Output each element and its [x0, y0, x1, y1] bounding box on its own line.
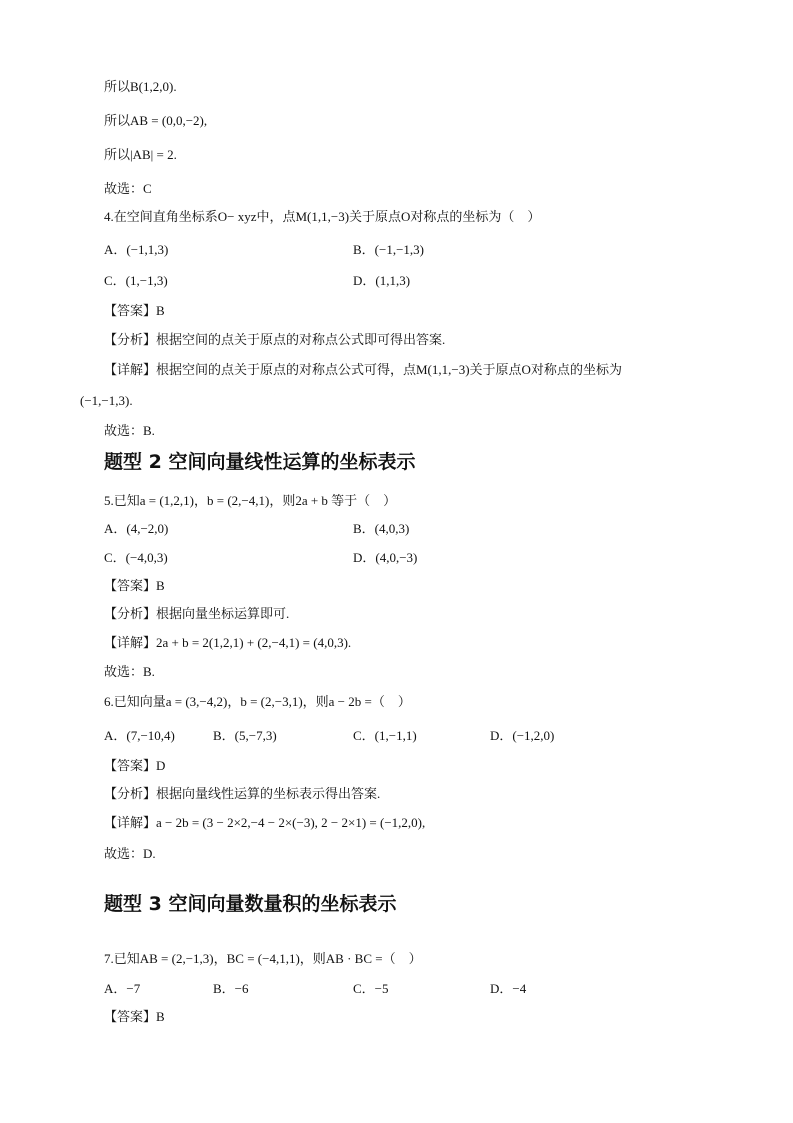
- option-c: C．(1,−1,3): [104, 273, 168, 288]
- text-line: 所以AB = (0,0,−2),: [104, 113, 208, 128]
- answer-select: 故选：B.: [104, 664, 155, 679]
- option-c: C．(1,−1,1): [353, 728, 417, 743]
- text-line: 所以|AB| = 2.: [104, 147, 177, 162]
- question-7: 7.已知AB = (2,−1,3)，BC = (−4,1,1)，则AB · BC =（ ）: [104, 951, 422, 966]
- text-line: (−1,−1,3).: [80, 393, 133, 408]
- option-b: B．−6: [213, 981, 249, 996]
- answer-tag: 【答案】B: [104, 303, 165, 318]
- analysis-tag: 【分析】根据空间的点关于原点的对称点公式即可得出答案.: [104, 332, 446, 347]
- option-c: C．−5: [353, 981, 389, 996]
- option-a: A．(−1,1,3): [104, 242, 169, 257]
- option-a: A．(7,−10,4): [104, 728, 175, 743]
- analysis-tag: 【分析】根据向量坐标运算即可.: [104, 606, 290, 621]
- text-line: 所以B(1,2,0).: [104, 79, 177, 94]
- section-heading: 题型 2 空间向量线性运算的坐标表示: [104, 451, 416, 473]
- detail-tag: 【详解】根据空间的点关于原点的对称点公式可得，点M(1,1,−3)关于原点O对称点的坐标为: [104, 362, 622, 377]
- detail-tag: 【详解】a − 2b = (3 − 2×2,−4 − 2×(−3), 2 − 2×1) = (−1,2,0),: [104, 815, 426, 830]
- option-b: B．(−1,−1,3): [353, 242, 424, 257]
- answer-select: 故选：B.: [104, 423, 155, 438]
- answer-tag: 【答案】B: [104, 1009, 165, 1024]
- answer-tag: 【答案】B: [104, 578, 165, 593]
- question-6: 6.已知向量a = (3,−4,2)，b = (2,−3,1)，则a − 2b =（ ）: [104, 694, 411, 709]
- analysis-tag: 【分析】根据向量线性运算的坐标表示得出答案.: [104, 786, 381, 801]
- option-d: D．(−1,2,0): [490, 728, 555, 743]
- answer-select: 故选：C: [104, 181, 152, 196]
- question-5: 5.已知a = (1,2,1)，b = (2,−4,1)，则2a + b 等于（ ）: [104, 493, 397, 508]
- option-d: D．(1,1,3): [353, 273, 411, 288]
- answer-tag: 【答案】D: [104, 758, 166, 773]
- option-a: A．(4,−2,0): [104, 521, 169, 536]
- option-a: A．−7: [104, 981, 141, 996]
- section-heading: 题型 3 空间向量数量积的坐标表示: [104, 893, 397, 915]
- option-c: C．(−4,0,3): [104, 550, 168, 565]
- option-b: B．(4,0,3): [353, 521, 410, 536]
- question-4: 4.在空间直角坐标系O− xyz中，点M(1,1,−3)关于原点O对称点的坐标为（ ）: [104, 209, 541, 224]
- option-d: D．−4: [490, 981, 527, 996]
- option-d: D．(4,0,−3): [353, 550, 418, 565]
- option-b: B．(5,−7,3): [213, 728, 277, 743]
- detail-tag: 【详解】2a + b = 2(1,2,1) + (2,−4,1) = (4,0,3).: [104, 635, 352, 650]
- answer-select: 故选：D.: [104, 846, 156, 861]
